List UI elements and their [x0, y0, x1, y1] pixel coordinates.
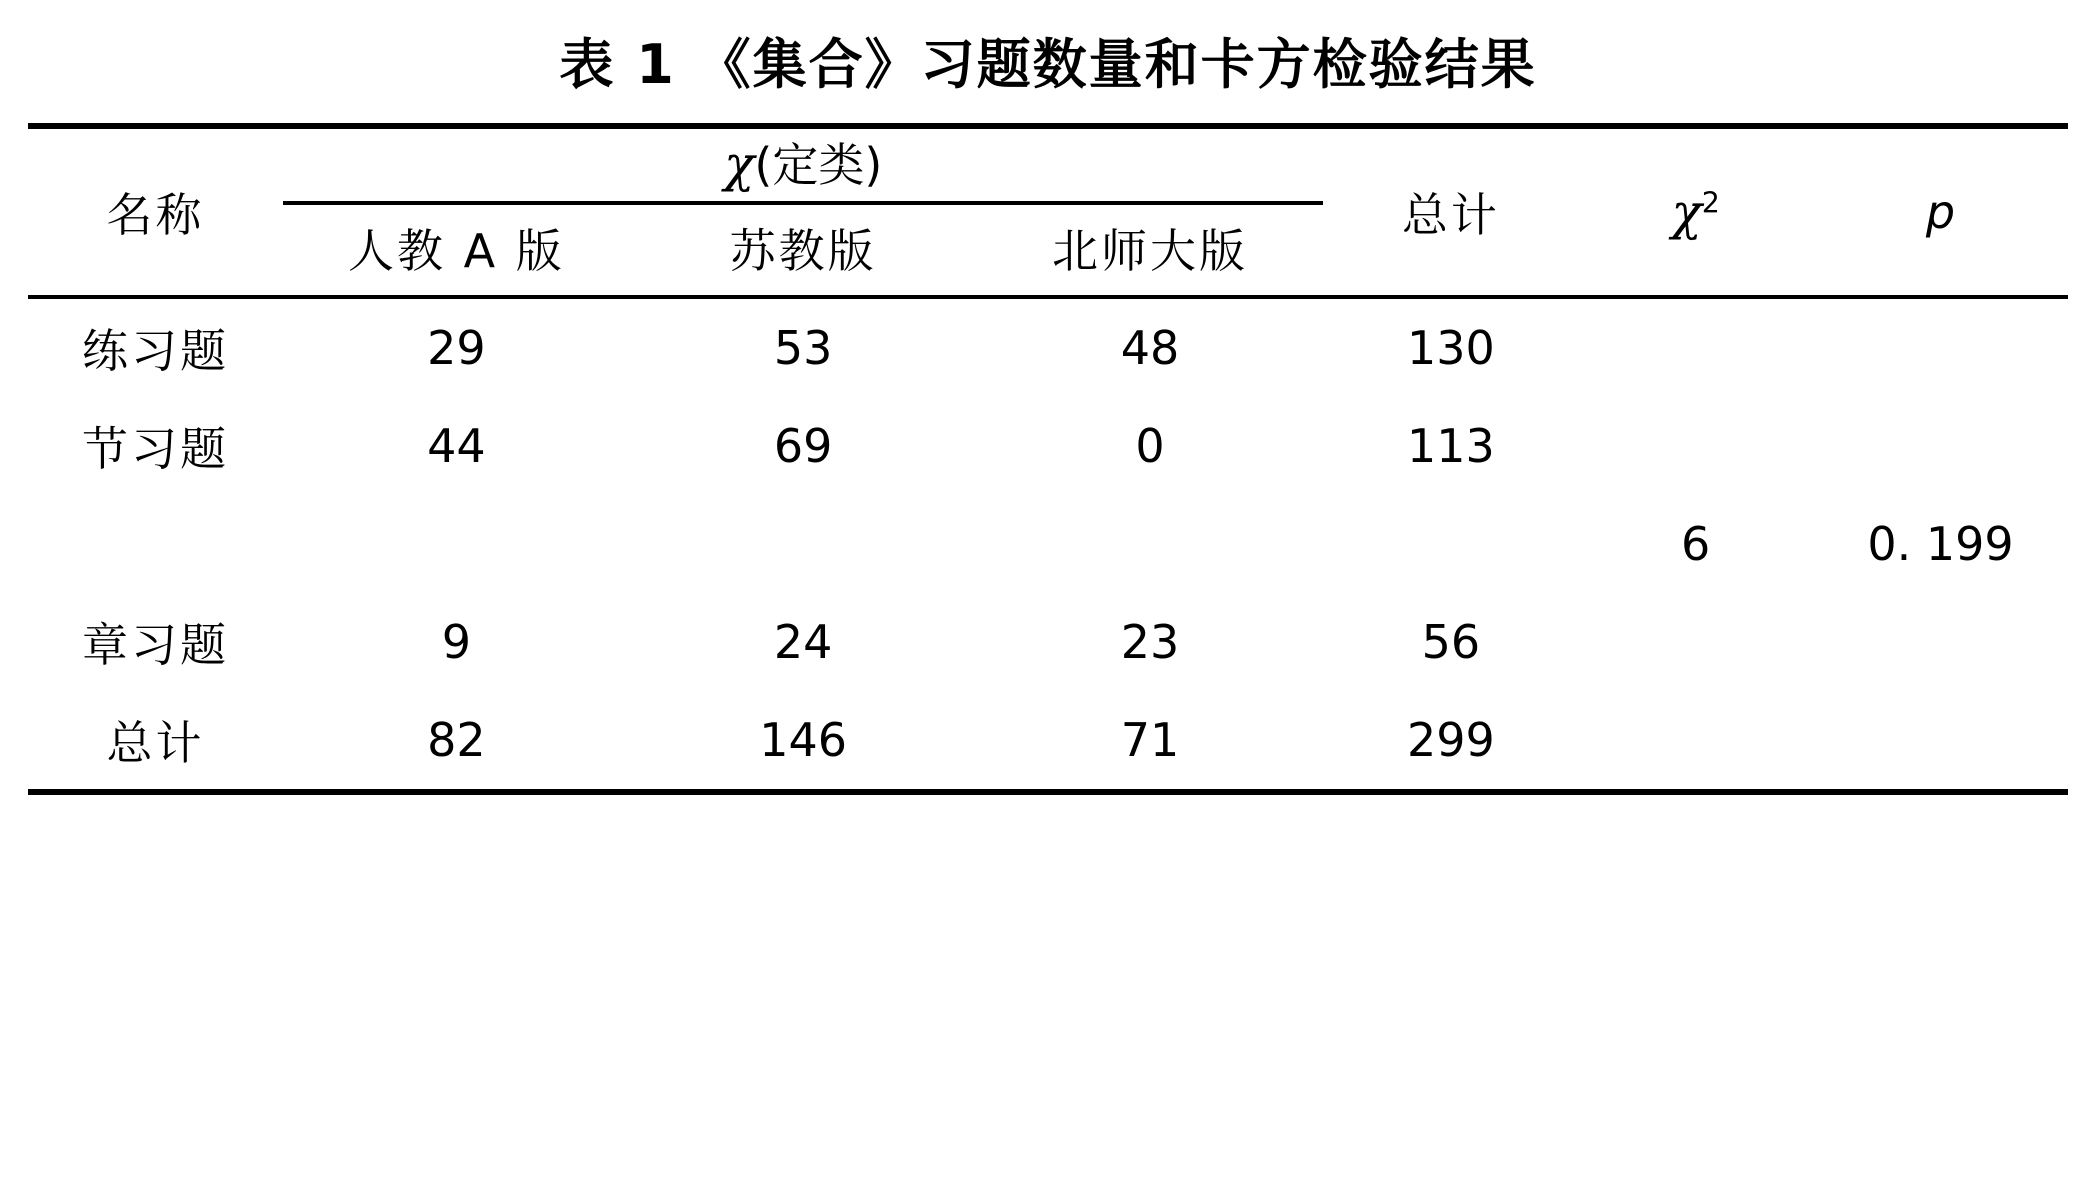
cell-total: 130 — [1323, 297, 1578, 397]
cell-p — [1813, 297, 2068, 397]
row-label: 节习题 — [81, 422, 229, 476]
cell-chisq — [1578, 297, 1813, 397]
cell-p — [1813, 593, 2068, 691]
cell-value — [283, 495, 630, 593]
chi-glyph: χ — [724, 135, 755, 193]
header-chisq — [1578, 126, 1813, 297]
cell-chisq — [1578, 593, 1813, 691]
header-name: 名称 — [28, 126, 283, 297]
chisq-superscript: 2 — [1701, 186, 1720, 220]
header-p: p — [1813, 126, 2068, 297]
header-chi-group — [283, 126, 1323, 201]
header-sub-sujiao: 苏教版 — [729, 224, 877, 278]
cell-p — [1813, 397, 2068, 495]
cell-value: 69 — [773, 419, 833, 473]
cell-value: 24 — [773, 615, 833, 669]
header-sub-beishida: 北师大版 — [1051, 224, 1248, 278]
row-label: 总计 — [28, 691, 283, 792]
header-row-group — [28, 126, 2068, 201]
cell-chisq: 6 — [1681, 517, 1711, 571]
header-sub-renjiao: 人教 A 版 — [348, 224, 565, 278]
row-label — [28, 495, 283, 593]
cell-value: 146 — [630, 691, 977, 792]
cell-total: 299 — [1323, 691, 1578, 792]
row-label: 练习题 — [28, 297, 283, 397]
table-row — [28, 593, 2068, 691]
cell-value: 48 — [977, 297, 1324, 397]
cell-total: 56 — [1421, 615, 1481, 669]
cell-p: 0. 199 — [1867, 517, 2014, 571]
header-chi-group-label: (定类) — [754, 138, 883, 192]
cell-value: 0 — [1135, 419, 1165, 473]
cell-chisq — [1578, 397, 1813, 495]
cell-value: 29 — [283, 297, 630, 397]
table-row-statistics — [28, 495, 2068, 593]
row-label: 章习题 — [81, 618, 229, 672]
chisq-glyph: χ — [1671, 183, 1702, 241]
cell-value — [977, 495, 1324, 593]
cell-value: 71 — [977, 691, 1324, 792]
page-title: 表 1 《集合》习题数量和卡方检验结果 — [559, 33, 1537, 96]
table-row — [28, 397, 2068, 495]
cell-value — [630, 495, 977, 593]
cell-value: 9 — [441, 615, 472, 669]
cell-value: 23 — [1120, 615, 1180, 669]
cell-total: 113 — [1406, 419, 1495, 473]
cell-value: 82 — [283, 691, 630, 792]
table-row — [28, 297, 2068, 397]
cell-chisq — [1578, 691, 1813, 792]
table-row-total — [28, 691, 2068, 792]
cell-value: 53 — [630, 297, 977, 397]
statistics-table — [28, 123, 2068, 795]
cell-value: 44 — [427, 419, 486, 473]
cell-total — [1323, 495, 1578, 593]
header-total: 总计 — [1323, 126, 1578, 297]
cell-p — [1813, 691, 2068, 792]
